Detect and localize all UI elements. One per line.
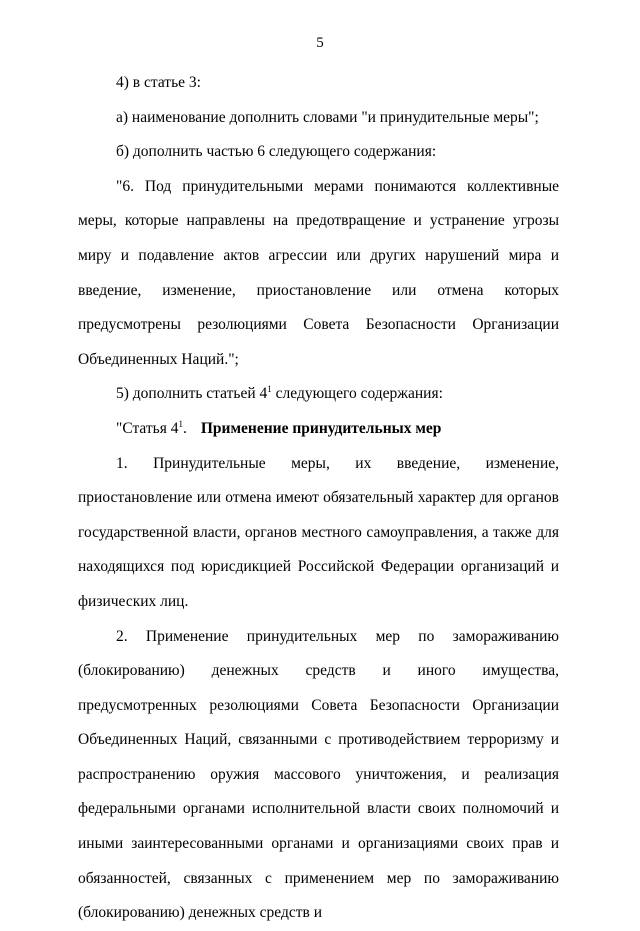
item-5-text-end: следующего содержания: [271, 385, 443, 403]
article-superscript: 1 [178, 418, 183, 429]
paragraph-item-a: а) наименование дополнить словами "и принудительные меры"; [116, 108, 539, 126]
article-clause-2: 2. Применение принудительных мер по замораживанию (блокированию) денежных средств и иного имущества, предусмотренных резолюциями Совета Безопасности Организации Объединенных Наций, связанными с противодействием терроризму и распространению оружия массового уничтожения, и реализация федеральными органами исполнительной власти своих полномочий и иными заинтересованными органами и организациями своих прав и обязанностей, связанных с применением мер по замораживанию (блокированию) денежных средств и [78, 627, 559, 922]
paragraph-item-5 [78, 377, 559, 412]
article-label: "Статья 4 [116, 419, 179, 437]
item-5-superscript: 1 [267, 384, 272, 395]
article-title: Применение принудительных мер [200, 419, 442, 437]
paragraph-part-6: "6. Под принудительными мерами понимаются коллективные меры, которые направлены на предотвращение и устранение угрозы миру и подавление актов агрессии или других нарушений мира и введение, изменение, приостановление или отмена которых предусмотрены резолюциями Совета Безопасности Организации Объединенных Наций."; [78, 177, 559, 368]
item-5-text: 5) дополнить статьей 4 [116, 385, 268, 403]
article-clause-1: 1. Принудительные меры, их введение, изменение, приостановление или отмена имеют обязательный характер для органов государственной власти, органов местного самоуправления, а также для находящихся под юрисдикцией Российской Федерации организаций и физических лиц. [78, 454, 559, 610]
paragraph-item-b: б) дополнить частью 6 следующего содержания: [116, 143, 437, 161]
article-dot: . [183, 419, 187, 437]
article-heading [78, 412, 559, 447]
document-body [78, 66, 559, 931]
page-number: 5 [316, 35, 324, 51]
paragraph-item-4: 4) в статье 3: [116, 74, 201, 91]
